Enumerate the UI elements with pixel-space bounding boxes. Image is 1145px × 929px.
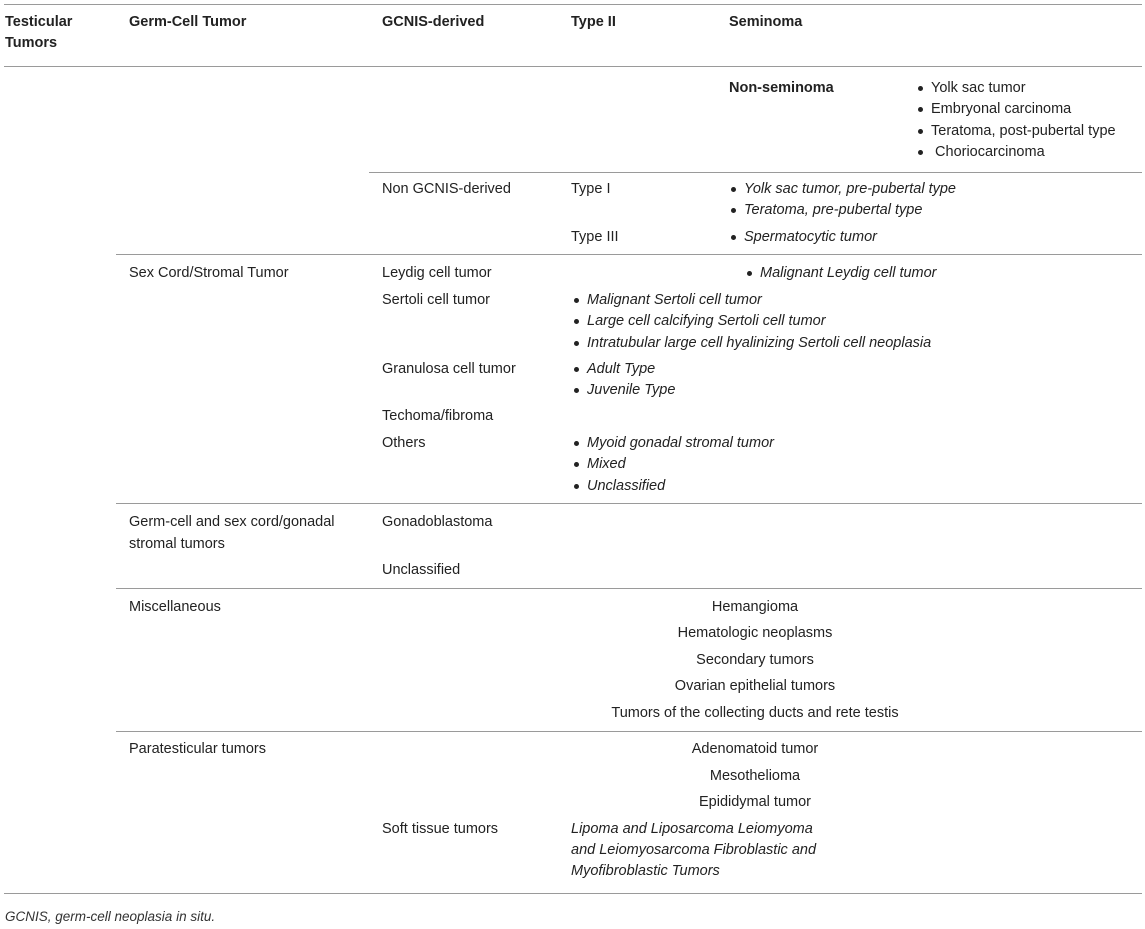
granulosa-cell-tumor-label: Granulosa cell tumor xyxy=(382,361,516,377)
header-germ-cell-tumor: Germ-Cell Tumor xyxy=(129,14,247,30)
type-i-list xyxy=(728,179,956,222)
misc-item: Ovarian epithelial tumors xyxy=(674,678,836,694)
granulosa-list xyxy=(571,359,675,402)
list-item: Malignant Leydig cell tumor xyxy=(744,263,937,284)
unclassified-label: Unclassified xyxy=(382,562,461,578)
list-item: Spermatocytic tumor xyxy=(728,227,877,248)
table-top-rule xyxy=(4,4,1142,5)
mixed-label-line1: Germ-cell and sex cord/gonadal xyxy=(129,514,335,530)
list-item: Unclassified xyxy=(571,476,774,497)
non-seminoma-list xyxy=(915,78,1116,163)
list-item: Teratoma, post-pubertal type xyxy=(915,121,1116,142)
header-bottom-rule xyxy=(4,66,1142,67)
list-item: Mixed xyxy=(571,454,774,475)
others-label: Others xyxy=(382,435,426,451)
list-item: Juvenile Type xyxy=(571,380,675,401)
header-testicular-tumors: Testicular Tumors xyxy=(5,14,73,51)
type-iii-list xyxy=(728,227,877,248)
soft-tissue-line: Lipoma and Liposarcoma Leiomyoma xyxy=(571,821,813,837)
list-item: Myoid gonadal stromal tumor xyxy=(571,433,774,454)
list-item: Adult Type xyxy=(571,359,675,380)
list-item: Large cell calcifying Sertoli cell tumor xyxy=(571,311,931,332)
soft-tissue-line: and Leiomyosarcoma Fibroblastic and xyxy=(571,842,817,858)
non-gcnis-rule xyxy=(369,172,1142,173)
paratesticular-item: Adenomatoid tumor xyxy=(691,741,819,757)
misc-rule xyxy=(116,588,1142,589)
non-seminoma-label: Non-seminoma xyxy=(729,80,834,96)
gonadoblastoma-label: Gonadoblastoma xyxy=(382,514,493,530)
paratesticular-item: Epididymal tumor xyxy=(698,794,811,810)
paratesticular-label: Paratesticular tumors xyxy=(129,741,266,757)
header-seminoma: Seminoma xyxy=(729,14,803,30)
sex-cord-stromal-label: Sex Cord/Stromal Tumor xyxy=(129,265,289,281)
type-i-label: Type I xyxy=(571,181,611,197)
table-footnote: GCNIS, germ-cell neoplasia in situ. xyxy=(5,909,216,924)
mixed-rule xyxy=(116,503,1142,504)
paratesticular-rule xyxy=(116,731,1142,732)
leydig-list xyxy=(744,263,937,284)
misc-item: Secondary tumors xyxy=(696,652,814,668)
list-item: Embryonal carcinoma xyxy=(915,99,1116,120)
list-item: Intratubular large cell hyalinizing Sertoli cell neoplasia xyxy=(571,333,931,354)
sertoli-list xyxy=(571,290,931,354)
table-bottom-rule xyxy=(4,893,1142,894)
leydig-cell-tumor-label: Leydig cell tumor xyxy=(382,265,492,281)
sertoli-cell-tumor-label: Sertoli cell tumor xyxy=(382,292,490,308)
misc-item: Hematologic neoplasms xyxy=(677,625,833,641)
header-type-ii: Type II xyxy=(571,14,616,30)
list-item: Yolk sac tumor, pre-pubertal type xyxy=(728,179,956,200)
list-item: Teratoma, pre-pubertal type xyxy=(728,200,956,221)
soft-tissue-tumors-label: Soft tissue tumors xyxy=(382,821,499,837)
techoma-fibroma-label: Techoma/fibroma xyxy=(382,408,494,424)
list-item: Yolk sac tumor xyxy=(915,78,1116,99)
type-iii-label: Type III xyxy=(571,229,619,245)
list-item: Choriocarcinoma xyxy=(915,142,1116,163)
mixed-label-line2: stromal tumors xyxy=(129,536,225,552)
header-gcnis-derived: GCNIS-derived xyxy=(382,14,485,30)
others-list xyxy=(571,433,774,497)
non-gcnis-derived-label: Non GCNIS-derived xyxy=(382,181,511,197)
misc-item: Tumors of the collecting ducts and rete testis xyxy=(611,705,899,721)
misc-item: Hemangioma xyxy=(711,599,799,615)
sex-cord-rule xyxy=(116,254,1142,255)
list-item: Malignant Sertoli cell tumor xyxy=(571,290,931,311)
miscellaneous-label: Miscellaneous xyxy=(129,599,221,615)
paratesticular-item: Mesothelioma xyxy=(709,768,801,784)
soft-tissue-line: Myofibroblastic Tumors xyxy=(571,863,720,879)
